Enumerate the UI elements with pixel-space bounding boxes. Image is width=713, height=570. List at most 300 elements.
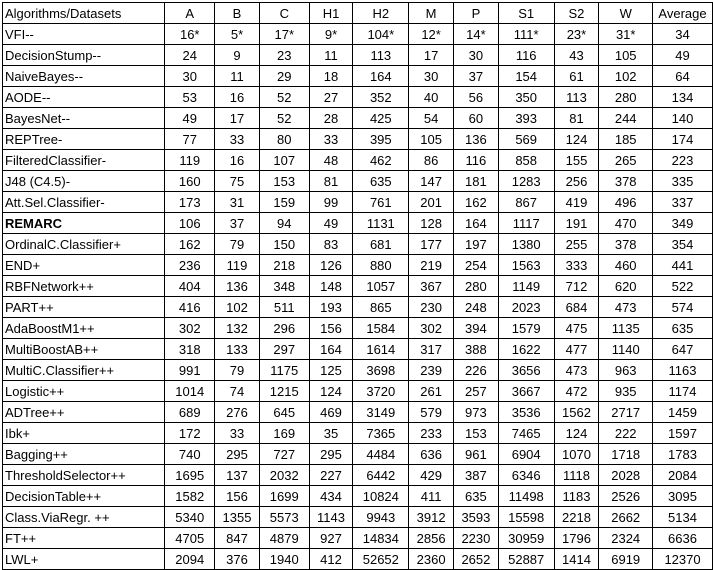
value-cell: 148 [309,276,353,297]
value-cell: 111* [498,24,554,45]
value-cell: 350 [498,87,554,108]
value-cell: 522 [653,276,713,297]
value-cell: 280 [454,276,499,297]
value-cell: 1940 [259,549,309,570]
column-header-m: M [409,3,454,24]
table-row [3,150,713,171]
value-cell: 9* [309,24,353,45]
table-header [3,3,713,24]
value-cell: 177 [409,234,454,255]
value-cell: 1584 [353,318,409,339]
value-cell: 236 [165,255,215,276]
value-cell: 11498 [498,486,554,507]
value-cell: 156 [309,318,353,339]
algorithm-name-cell: DecisionTable++ [3,486,165,507]
algorithm-name-cell: Ibk+ [3,423,165,444]
value-cell: 1174 [653,381,713,402]
value-cell: 1149 [498,276,554,297]
value-cell: 102 [215,297,260,318]
algorithm-name-cell: BayesNet-- [3,108,165,129]
value-cell: 124 [309,381,353,402]
value-cell: 318 [165,339,215,360]
value-cell: 9943 [353,507,409,528]
value-cell: 1283 [498,171,554,192]
value-cell: 162 [454,192,499,213]
value-cell: 1215 [259,381,309,402]
table-row [3,87,713,108]
table-row [3,234,713,255]
table-row [3,339,713,360]
value-cell: 7465 [498,423,554,444]
value-cell: 74 [215,381,260,402]
value-cell: 425 [353,108,409,129]
algorithm-name-cell: Logistic++ [3,381,165,402]
table-row [3,297,713,318]
value-cell: 255 [554,234,599,255]
value-cell: 4705 [165,528,215,549]
column-header-s2: S2 [554,3,599,24]
value-cell: 470 [599,213,653,234]
value-cell: 1135 [599,318,653,339]
value-cell: 137 [215,465,260,486]
value-cell: 378 [599,171,653,192]
value-cell: 6636 [653,528,713,549]
value-cell: 12* [409,24,454,45]
value-cell: 441 [653,255,713,276]
value-cell: 335 [653,171,713,192]
algorithm-name-cell: Bagging++ [3,444,165,465]
value-cell: 106 [165,213,215,234]
algorithm-name-cell: RBFNetwork++ [3,276,165,297]
value-cell: 295 [309,444,353,465]
column-header-h2: H2 [353,3,409,24]
value-cell: 23* [554,24,599,45]
value-cell: 64 [653,66,713,87]
value-cell: 33 [309,129,353,150]
value-cell: 961 [454,444,499,465]
value-cell: 11 [309,45,353,66]
column-header-average: Average [653,3,713,24]
table-row [3,444,713,465]
value-cell: 387 [454,465,499,486]
value-cell: 858 [498,150,554,171]
value-cell: 352 [353,87,409,108]
table-row [3,528,713,549]
value-cell: 104* [353,24,409,45]
value-cell: 136 [454,129,499,150]
value-cell: 257 [454,381,499,402]
algorithm-name-cell: REMARC [3,213,165,234]
value-cell: 1718 [599,444,653,465]
value-cell: 53 [165,87,215,108]
value-cell: 2717 [599,402,653,423]
value-cell: 140 [653,108,713,129]
value-cell: 296 [259,318,309,339]
value-cell: 226 [454,360,499,381]
table-row [3,213,713,234]
value-cell: 1118 [554,465,599,486]
value-cell: 107 [259,150,309,171]
value-cell: 132 [215,318,260,339]
value-cell: 30 [165,66,215,87]
table-row [3,360,713,381]
value-cell: 460 [599,255,653,276]
value-cell: 2230 [454,528,499,549]
value-cell: 579 [409,402,454,423]
value-cell: 2032 [259,465,309,486]
column-header-w: W [599,3,653,24]
value-cell: 473 [599,297,653,318]
algorithm-name-cell: VFI-- [3,24,165,45]
value-cell: 647 [653,339,713,360]
value-cell: 2662 [599,507,653,528]
value-cell: 569 [498,129,554,150]
value-cell: 49 [309,213,353,234]
value-cell: 40 [409,87,454,108]
value-cell: 153 [454,423,499,444]
value-cell: 276 [215,402,260,423]
value-cell: 94 [259,213,309,234]
value-cell: 223 [653,150,713,171]
results-table [2,2,713,570]
table-row [3,108,713,129]
value-cell: 12370 [653,549,713,570]
value-cell: 128 [409,213,454,234]
value-cell: 181 [454,171,499,192]
value-cell: 16 [215,87,260,108]
table-row [3,465,713,486]
value-cell: 684 [554,297,599,318]
value-cell: 156 [215,486,260,507]
value-cell: 867 [498,192,554,213]
value-cell: 33 [215,423,260,444]
value-cell: 35 [309,423,353,444]
value-cell: 14* [454,24,499,45]
value-cell: 10824 [353,486,409,507]
value-cell: 201 [409,192,454,213]
value-cell: 16* [165,24,215,45]
value-cell: 43 [554,45,599,66]
value-cell: 1131 [353,213,409,234]
value-cell: 2028 [599,465,653,486]
value-cell: 1014 [165,381,215,402]
value-cell: 1117 [498,213,554,234]
table-row [3,276,713,297]
value-cell: 9 [215,45,260,66]
value-cell: 477 [554,339,599,360]
value-cell: 86 [409,150,454,171]
value-cell: 1057 [353,276,409,297]
value-cell: 761 [353,192,409,213]
value-cell: 11 [215,66,260,87]
value-cell: 1070 [554,444,599,465]
table-row [3,486,713,507]
value-cell: 434 [309,486,353,507]
value-cell: 6346 [498,465,554,486]
algorithm-name-cell: PART++ [3,297,165,318]
value-cell: 3149 [353,402,409,423]
value-cell: 31* [599,24,653,45]
value-cell: 681 [353,234,409,255]
value-cell: 116 [498,45,554,66]
algorithm-name-cell: Class.ViaRegr. ++ [3,507,165,528]
value-cell: 635 [353,171,409,192]
value-cell: 462 [353,150,409,171]
value-cell: 1582 [165,486,215,507]
value-cell: 60 [454,108,499,129]
value-cell: 169 [259,423,309,444]
value-cell: 2023 [498,297,554,318]
value-cell: 75 [215,171,260,192]
value-cell: 689 [165,402,215,423]
table-row [3,192,713,213]
value-cell: 367 [409,276,454,297]
value-cell: 496 [599,192,653,213]
value-cell: 4484 [353,444,409,465]
algorithm-name-cell: ThresholdSelector++ [3,465,165,486]
value-cell: 164 [454,213,499,234]
algorithm-name-cell: ADTree++ [3,402,165,423]
value-cell: 17* [259,24,309,45]
value-cell: 164 [309,339,353,360]
value-cell: 83 [309,234,353,255]
value-cell: 124 [554,423,599,444]
value-cell: 172 [165,423,215,444]
value-cell: 52 [259,108,309,129]
value-cell: 102 [599,66,653,87]
value-cell: 5134 [653,507,713,528]
value-cell: 154 [498,66,554,87]
value-cell: 1597 [653,423,713,444]
table-row [3,402,713,423]
value-cell: 1380 [498,234,554,255]
value-cell: 193 [309,297,353,318]
algorithm-name-cell: END+ [3,255,165,276]
value-cell: 376 [215,549,260,570]
table-row [3,45,713,66]
value-cell: 80 [259,129,309,150]
value-cell: 119 [165,150,215,171]
table-row [3,381,713,402]
value-cell: 1140 [599,339,653,360]
value-cell: 160 [165,171,215,192]
value-cell: 302 [165,318,215,339]
value-cell: 2094 [165,549,215,570]
header-row [3,3,713,24]
value-cell: 133 [215,339,260,360]
value-cell: 727 [259,444,309,465]
value-cell: 963 [599,360,653,381]
value-cell: 2652 [454,549,499,570]
value-cell: 49 [653,45,713,66]
value-cell: 134 [653,87,713,108]
value-cell: 3536 [498,402,554,423]
algorithm-name-cell: AODE-- [3,87,165,108]
algorithm-name-cell: OrdinalC.Classifier+ [3,234,165,255]
value-cell: 712 [554,276,599,297]
value-cell: 416 [165,297,215,318]
value-cell: 17 [409,45,454,66]
value-cell: 261 [409,381,454,402]
table-row [3,171,713,192]
value-cell: 7365 [353,423,409,444]
value-cell: 1163 [653,360,713,381]
value-cell: 18 [309,66,353,87]
algorithm-name-cell: J48 (C4.5)- [3,171,165,192]
value-cell: 23 [259,45,309,66]
value-cell: 116 [454,150,499,171]
value-cell: 388 [454,339,499,360]
value-cell: 239 [409,360,454,381]
value-cell: 574 [653,297,713,318]
value-cell: 61 [554,66,599,87]
value-cell: 2218 [554,507,599,528]
algorithm-name-cell: NaiveBayes-- [3,66,165,87]
value-cell: 395 [353,129,409,150]
value-cell: 230 [409,297,454,318]
value-cell: 30959 [498,528,554,549]
table-row [3,24,713,45]
value-cell: 6904 [498,444,554,465]
value-cell: 37 [215,213,260,234]
value-cell: 280 [599,87,653,108]
value-cell: 173 [165,192,215,213]
value-cell: 393 [498,108,554,129]
value-cell: 162 [165,234,215,255]
value-cell: 52887 [498,549,554,570]
value-cell: 124 [554,129,599,150]
value-cell: 394 [454,318,499,339]
column-header-a: A [165,3,215,24]
value-cell: 5340 [165,507,215,528]
value-cell: 77 [165,129,215,150]
value-cell: 54 [409,108,454,129]
value-cell: 52 [259,87,309,108]
value-cell: 3095 [653,486,713,507]
table-row [3,507,713,528]
value-cell: 927 [309,528,353,549]
value-cell: 5573 [259,507,309,528]
table-row [3,129,713,150]
value-cell: 333 [554,255,599,276]
value-cell: 472 [554,381,599,402]
value-cell: 1355 [215,507,260,528]
value-cell: 197 [454,234,499,255]
value-cell: 412 [309,549,353,570]
value-cell: 473 [554,360,599,381]
algorithm-name-cell: REPTree- [3,129,165,150]
table-row [3,549,713,570]
value-cell: 349 [653,213,713,234]
value-cell: 2360 [409,549,454,570]
value-cell: 227 [309,465,353,486]
algorithm-name-cell: DecisionStump-- [3,45,165,66]
value-cell: 419 [554,192,599,213]
value-cell: 136 [215,276,260,297]
value-cell: 6442 [353,465,409,486]
value-cell: 265 [599,150,653,171]
value-cell: 1796 [554,528,599,549]
value-cell: 218 [259,255,309,276]
table-row [3,255,713,276]
value-cell: 378 [599,234,653,255]
value-cell: 1143 [309,507,353,528]
value-cell: 105 [409,129,454,150]
value-cell: 935 [599,381,653,402]
algorithm-name-cell: MultiBoostAB++ [3,339,165,360]
value-cell: 113 [353,45,409,66]
value-cell: 248 [454,297,499,318]
value-cell: 1695 [165,465,215,486]
value-cell: 174 [653,129,713,150]
value-cell: 475 [554,318,599,339]
value-cell: 636 [409,444,454,465]
value-cell: 645 [259,402,309,423]
value-cell: 150 [259,234,309,255]
value-cell: 1783 [653,444,713,465]
value-cell: 297 [259,339,309,360]
value-cell: 155 [554,150,599,171]
value-cell: 159 [259,192,309,213]
value-cell: 119 [215,255,260,276]
value-cell: 1563 [498,255,554,276]
value-cell: 635 [454,486,499,507]
value-cell: 1614 [353,339,409,360]
value-cell: 865 [353,297,409,318]
value-cell: 1175 [259,360,309,381]
column-header-b: B [215,3,260,24]
value-cell: 740 [165,444,215,465]
value-cell: 27 [309,87,353,108]
value-cell: 302 [409,318,454,339]
value-cell: 469 [309,402,353,423]
value-cell: 411 [409,486,454,507]
value-cell: 2856 [409,528,454,549]
algorithm-name-cell: AdaBoostM1++ [3,318,165,339]
value-cell: 3698 [353,360,409,381]
table-row [3,423,713,444]
column-header-p: P [454,3,499,24]
value-cell: 973 [454,402,499,423]
value-cell: 31 [215,192,260,213]
value-cell: 2084 [653,465,713,486]
value-cell: 6919 [599,549,653,570]
column-header-s1: S1 [498,3,554,24]
value-cell: 99 [309,192,353,213]
value-cell: 429 [409,465,454,486]
value-cell: 3593 [454,507,499,528]
value-cell: 81 [309,171,353,192]
value-cell: 56 [454,87,499,108]
value-cell: 48 [309,150,353,171]
value-cell: 5* [215,24,260,45]
column-header-h1: H1 [309,3,353,24]
value-cell: 113 [554,87,599,108]
value-cell: 79 [215,360,260,381]
value-cell: 125 [309,360,353,381]
value-cell: 14834 [353,528,409,549]
value-cell: 191 [554,213,599,234]
value-cell: 991 [165,360,215,381]
value-cell: 17 [215,108,260,129]
algorithm-name-cell: FT++ [3,528,165,549]
value-cell: 185 [599,129,653,150]
algorithm-name-cell: FilteredClassifier- [3,150,165,171]
value-cell: 1622 [498,339,554,360]
value-cell: 4879 [259,528,309,549]
value-cell: 3912 [409,507,454,528]
value-cell: 28 [309,108,353,129]
